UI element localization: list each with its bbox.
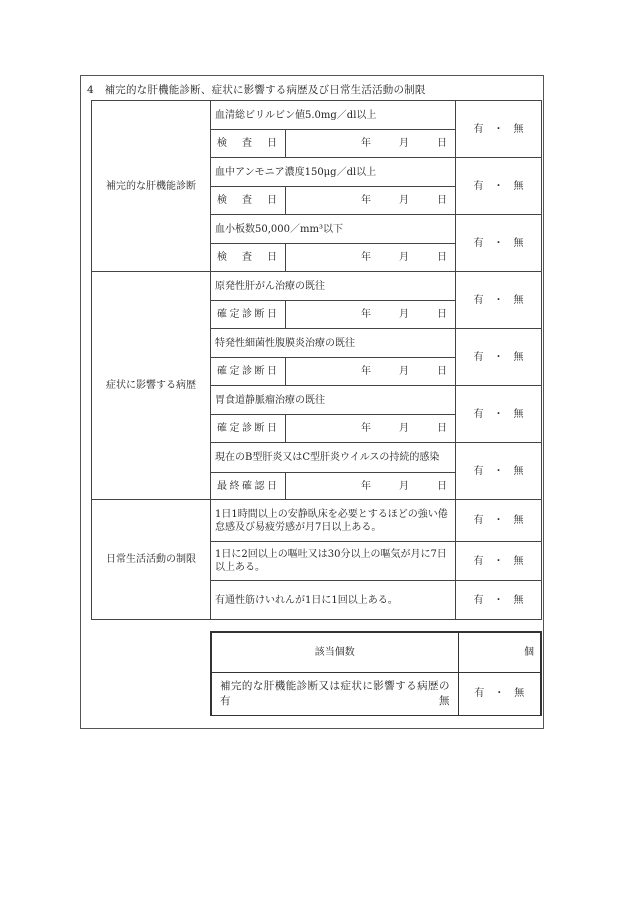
item-peritonitis: 特発性細菌性腹膜炎治療の既往: [211, 329, 456, 358]
yes-no-ammonia[interactable]: 有 ・ 無: [456, 158, 542, 215]
yes-no-platelet[interactable]: 有 ・ 無: [456, 215, 542, 272]
exam-date-field[interactable]: 年 月 日: [286, 244, 456, 272]
item-fatigue: 1日1時間以上の安静臥床を必要とするほどの強い倦怠感及び易疲労感が月7日以上ある。: [211, 500, 456, 542]
table-row: [92, 272, 542, 301]
presence-label: 補完的な肝機能診断又は症状に影響する病歴の有無: [211, 672, 458, 715]
yes-no-hepatitis-virus[interactable]: 有 ・ 無: [456, 443, 542, 500]
diagnosis-date-field[interactable]: 年 月 日: [286, 415, 456, 443]
category-history: 症状に影響する病歴: [92, 272, 211, 500]
exam-date-label: 検 査 日: [211, 130, 286, 158]
summary-table: [210, 631, 542, 716]
item-varices: 胃食道静脈瘤治療の既往: [211, 386, 456, 415]
yes-no-varices[interactable]: 有 ・ 無: [456, 386, 542, 443]
yes-no-bilirubin[interactable]: 有 ・ 無: [456, 101, 542, 158]
table-row: [211, 632, 541, 672]
diagnosis-date-label: 確定診断日: [211, 358, 286, 386]
yes-no-liver-cancer[interactable]: 有 ・ 無: [456, 272, 542, 329]
count-field[interactable]: 個: [458, 632, 541, 672]
diagnosis-date-field[interactable]: 年 月 日: [286, 301, 456, 329]
presence-yes-no[interactable]: 有 ・ 無: [458, 672, 541, 715]
yes-no-cramps[interactable]: 有 ・ 無: [456, 581, 542, 620]
count-label: 該当個数: [211, 632, 458, 672]
item-vomiting: 1日に2回以上の嘔吐又は30分以上の嘔気が月に7日以上ある。: [211, 542, 456, 581]
exam-date-field[interactable]: 年 月 日: [286, 130, 456, 158]
item-platelet: 血小板数50,000／mm³以下: [211, 215, 456, 244]
yes-no-fatigue[interactable]: 有 ・ 無: [456, 500, 542, 542]
last-confirm-date-field[interactable]: 年 月 日: [286, 473, 456, 500]
section-title: 4 補完的な肝機能診断、症状に影響する病歴及び日常生活活動の制限: [87, 84, 426, 96]
yes-no-vomiting[interactable]: 有 ・ 無: [456, 542, 542, 581]
table-row: [92, 101, 542, 130]
table-row: [211, 672, 541, 715]
diagnosis-date-field[interactable]: 年 月 日: [286, 358, 456, 386]
exam-date-field[interactable]: 年 月 日: [286, 187, 456, 215]
exam-date-label: 検 査 日: [211, 244, 286, 272]
item-liver-cancer: 原発性肝がん治療の既往: [211, 272, 456, 301]
last-confirm-date-label: 最終確認日: [211, 473, 286, 500]
item-bilirubin: 血清総ビリルビン値5.0mg／dl以上: [211, 101, 456, 130]
diagnosis-date-label: 確定診断日: [211, 301, 286, 329]
exam-date-label: 検 査 日: [211, 187, 286, 215]
table-row: [92, 500, 542, 542]
item-ammonia: 血中アンモニア濃度150μg／dl以上: [211, 158, 456, 187]
item-cramps: 有通性筋けいれんが1日に1回以上ある。: [211, 581, 456, 620]
category-liver: 補完的な肝機能診断: [92, 101, 211, 272]
category-daily: 日常生活活動の制限: [92, 500, 211, 620]
item-hepatitis-virus: 現在のB型肝炎又はC型肝炎ウイルスの持続的感染: [211, 443, 456, 473]
diagnosis-date-label: 確定診断日: [211, 415, 286, 443]
assessment-table: [91, 100, 542, 620]
yes-no-peritonitis[interactable]: 有 ・ 無: [456, 329, 542, 386]
